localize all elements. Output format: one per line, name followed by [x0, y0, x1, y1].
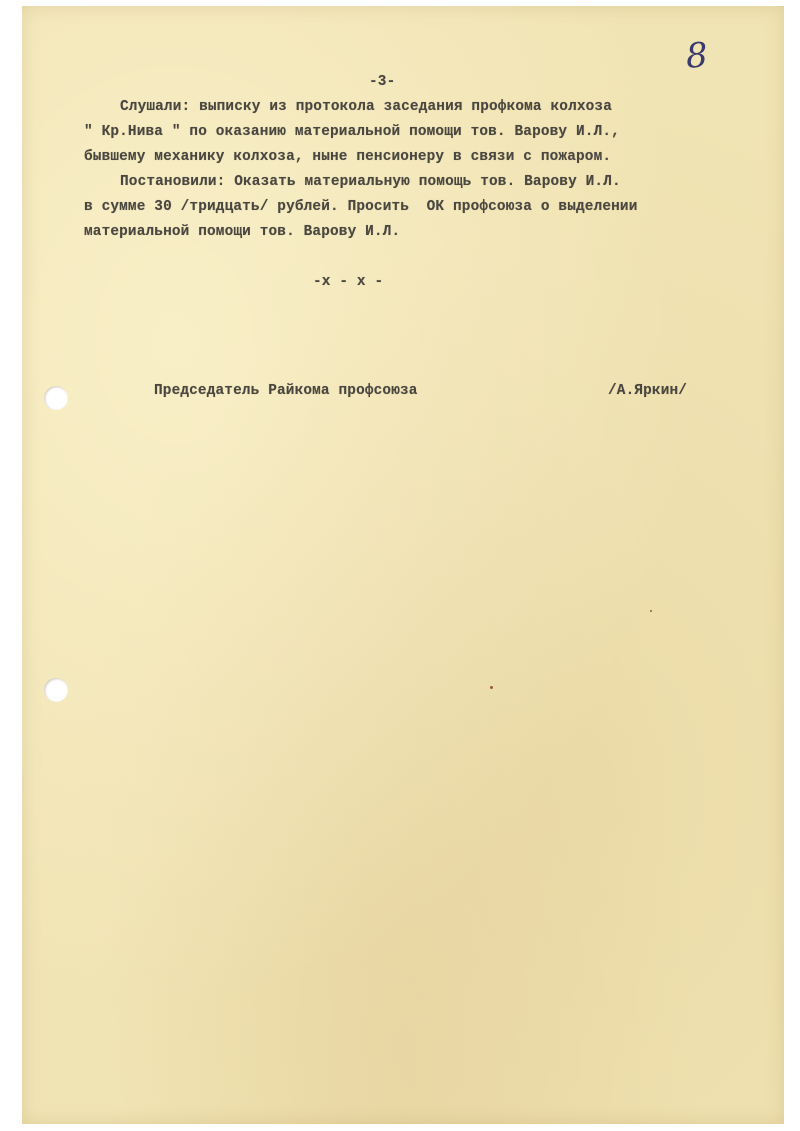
folio-number: 8 [684, 35, 710, 77]
body-line-1: Слушали: выписку из протокола заседания профкома колхоза [120, 99, 613, 115]
ink-speck [490, 686, 493, 689]
body-line-5: в сумме 30 /тридцать/ рублей. Просить ОК профсоюза о выделении [84, 199, 638, 215]
body-line-2: " Кр.Нива " по оказанию материальной помощи тов. Варову И.Л., [84, 124, 620, 140]
signature-title: Председатель Райкома профсоюза [154, 383, 418, 399]
signature-name: /А.Яркин/ [608, 383, 688, 399]
ink-speck [650, 610, 652, 612]
page-number: -3- [369, 74, 396, 90]
punch-hole-top [44, 386, 68, 410]
body-line-6: материальной помощи тов. Варову И.Л. [84, 224, 401, 240]
section-separator: -x - x - [313, 274, 384, 290]
body-line-3: бывшему механику колхоза, ныне пенсионеру в связи с пожаром. [84, 149, 612, 165]
body-line-4: Постановили: Оказать материальную помощь тов. Варову И.Л. [120, 174, 621, 190]
punch-hole-bottom [44, 678, 68, 702]
